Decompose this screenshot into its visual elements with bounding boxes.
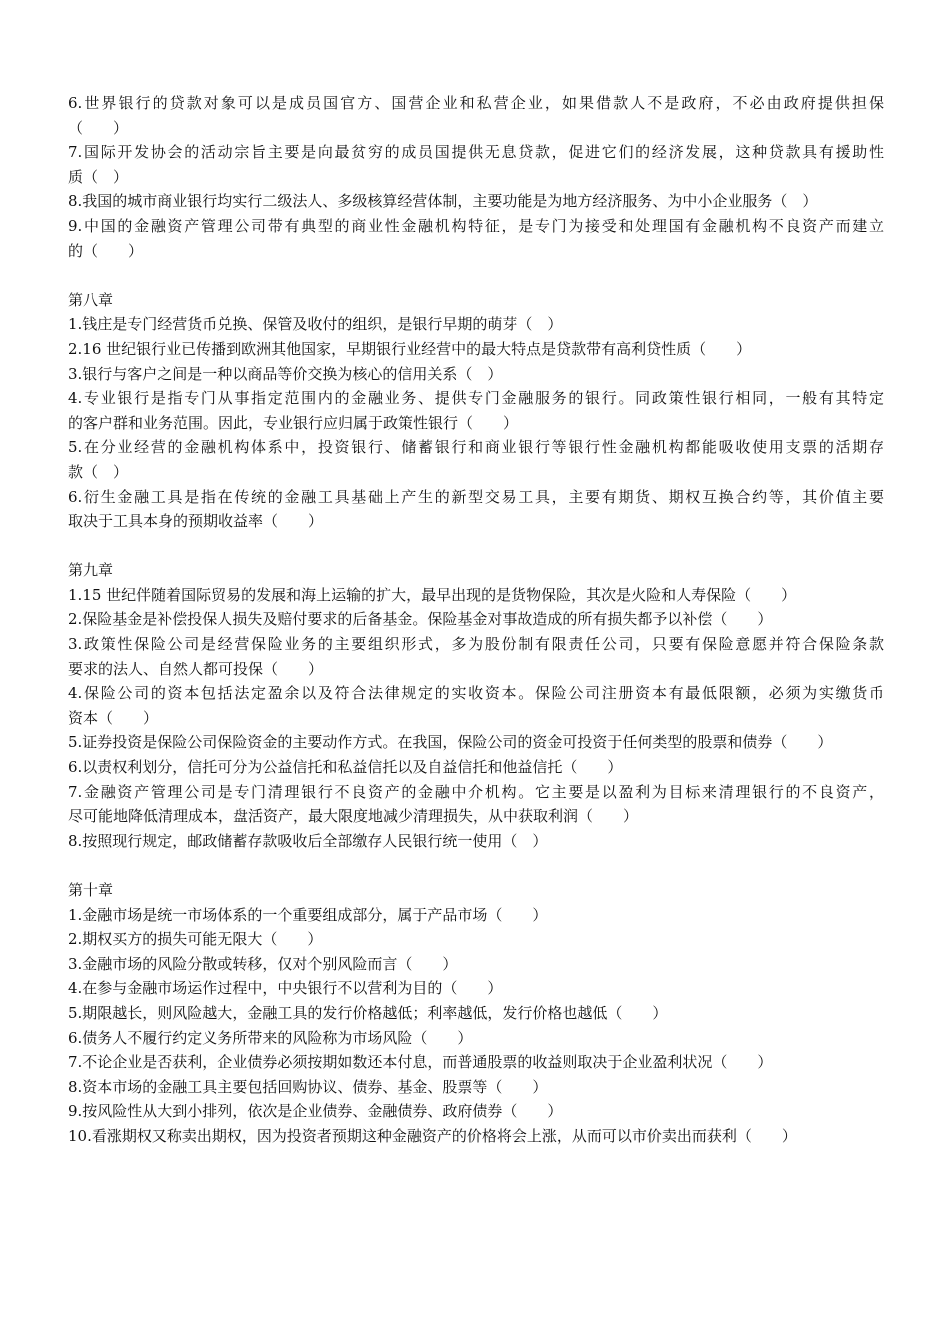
question-item	[68, 1099, 884, 1124]
question-text-line: 10.看涨期权又称卖出期权，因为投资者预期这种金融资产的价格将会上涨，从而可以市价卖出而获利（ ）	[68, 1126, 797, 1145]
question-item	[68, 214, 884, 263]
question-item	[68, 829, 884, 854]
paragraph-spacer	[68, 534, 884, 559]
question-text-line: 1.钱庄是专门经营货币兑换、保管及收付的组织，是银行早期的萌芽（ ）	[68, 315, 563, 334]
question-text-line: 2.16 世纪银行业已传播到欧洲其他国家，早期银行业经营中的最大特点是贷款带有高利贷性质（ ）	[68, 339, 752, 358]
question-text-line: 7.国际开发协会的活动宗旨主要是向最贫穷的成员国提供无息贷款，促进它们的经济发展，这种贷款具有援助性	[68, 143, 884, 162]
question-text-line: 7.不论企业是否获利，企业债券必须按期如数还本付息，而普通股票的收益则取决于企业盈利状况（ ）	[68, 1053, 773, 1072]
question-text-line: 质（ ）	[68, 167, 129, 186]
question-item	[68, 976, 884, 1001]
question-item	[68, 435, 884, 484]
question-item	[68, 1124, 884, 1149]
question-text-line: 9.按风险性从大到小排列，依次是企业债券、金融债券、政府债券（ ）	[68, 1102, 563, 1121]
question-text-line: 4.保险公司的资本包括法定盈余以及符合法律规定的实收资本。保险公司注册资本有最低限额，必须为实缴货币	[68, 684, 884, 703]
question-item	[68, 485, 884, 534]
question-text-line: 7.金融资产管理公司是专门清理银行不良资产的金融中介机构。它主要是以盈利为目标来清理银行的不良资产，	[68, 782, 884, 801]
question-text-line: 尽可能地降低清理成本，盘活资产，最大限度地减少清理损失，从中获取利润（ ）	[68, 807, 639, 826]
question-text-line: 8.资本市场的金融工具主要包括回购协议、债券、基金、股票等（ ）	[68, 1077, 548, 1096]
question-text-line: 资本（ ）	[68, 708, 159, 727]
question-text-line: 3.金融市场的风险分散或转移，仅对个别风险而言（ ）	[68, 954, 458, 973]
question-text-line: 6.衍生金融工具是指在传统的金融工具基础上产生的新型交易工具，主要有期货、期权互换合约等，其价值主要	[68, 487, 884, 506]
question-text-line: 5.在分业经营的金融机构体系中，投资银行、储蓄银行和商业银行等银行性金融机构都能吸收使用支票的活期存	[68, 438, 884, 457]
question-item	[68, 730, 884, 755]
chapter-heading: 第十章	[68, 881, 114, 899]
question-item	[68, 1026, 884, 1051]
question-text-line: 2.期权买方的损失可能无限大（ ）	[68, 930, 323, 949]
question-item	[68, 927, 884, 952]
question-text-line: 3.政策性保险公司是经营保险业务的主要组织形式，多为股份制有限责任公司，只要有保险意愿并符合保险条款	[68, 635, 884, 654]
question-text-line: 4.专业银行是指专门从事指定范围内的金融业务、提供专门金融服务的银行。同政策性银行相同，一般有其特定	[68, 389, 884, 408]
question-text-line: 的客户群和业务范围。因此，专业银行应归属于政策性银行（ ）	[68, 413, 519, 432]
chapter-heading: 第九章	[68, 561, 114, 580]
document-page	[68, 91, 884, 1149]
question-text-line: 取决于工具本身的预期收益率（ ）	[68, 512, 324, 531]
question-item	[68, 386, 884, 435]
question-text-line: 4.在参与金融市场运作过程中，中央银行不以营利为目的（ ）	[68, 979, 503, 998]
question-item	[68, 607, 884, 632]
question-item	[68, 903, 884, 928]
question-text-line: 8.按照现行规定，邮政储蓄存款吸收后全部缴存人民银行统一使用（ ）	[68, 831, 548, 850]
question-item	[68, 780, 884, 829]
question-text-line: 的（ ）	[68, 241, 144, 260]
question-item	[68, 362, 884, 387]
question-text-line: 1.15 世纪伴随着国际贸易的发展和海上运输的扩大，最早出现的是货物保险，其次是火险和人寿保险（ ）	[68, 585, 797, 604]
question-text-line: 5.期限越长，则风险越大，金融工具的发行价格越低；利率越低，发行价格也越低（ ）	[68, 1003, 668, 1022]
paragraph-spacer	[68, 263, 884, 288]
question-text-line: 款（ ）	[68, 462, 129, 481]
question-text-line: 要求的法人、自然人都可投保（ ）	[68, 659, 324, 678]
question-item	[68, 91, 884, 140]
question-item	[68, 755, 884, 780]
question-item	[68, 337, 884, 362]
question-text-line: 6.债务人不履行约定义务所带来的风险称为市场风险（ ）	[68, 1028, 473, 1047]
question-item	[68, 681, 884, 730]
question-text-line: 6.世界银行的贷款对象可以是成员国官方、国营企业和私营企业，如果借款人不是政府，不必由政府提供担保	[68, 94, 884, 112]
question-item	[68, 952, 884, 977]
paragraph-spacer	[68, 853, 884, 878]
question-item	[68, 140, 884, 189]
question-text-line: 6.以责权利划分，信托可分为公益信托和私益信托以及自益信托和他益信托（ ）	[68, 758, 623, 777]
question-item	[68, 189, 884, 214]
question-text-line: 8.我国的城市商业银行均实行二级法人、多级核算经营体制，主要功能是为地方经济服务、为中小企业服务（ ）	[68, 192, 818, 211]
question-item	[68, 1050, 884, 1075]
question-item	[68, 632, 884, 681]
question-text-line: 3.银行与客户之间是一种以商品等价交换为核心的信用关系（ ）	[68, 364, 503, 383]
question-text-line: 1.金融市场是统一市场体系的一个重要组成部分，属于产品市场（ ）	[68, 905, 548, 924]
chapter-heading: 第八章	[68, 290, 114, 309]
question-item	[68, 583, 884, 608]
question-text-line: 5.证券投资是保险公司保险资金的主要动作方式。在我国，保险公司的资金可投资于任何类型的股票和债券（ ）	[68, 733, 833, 752]
question-text-line: 2.保险基金是补偿投保人损失及赔付要求的后备基金。保险基金对事故造成的所有损失都予以补偿（ ）	[68, 610, 773, 629]
question-text-line: （ ）	[68, 118, 129, 137]
question-item	[68, 1001, 884, 1026]
question-item	[68, 312, 884, 337]
question-text-line: 9.中国的金融资产管理公司带有典型的商业性金融机构特征，是专门为接受和处理国有金融机构不良资产而建立	[68, 216, 884, 235]
question-item	[68, 1075, 884, 1100]
